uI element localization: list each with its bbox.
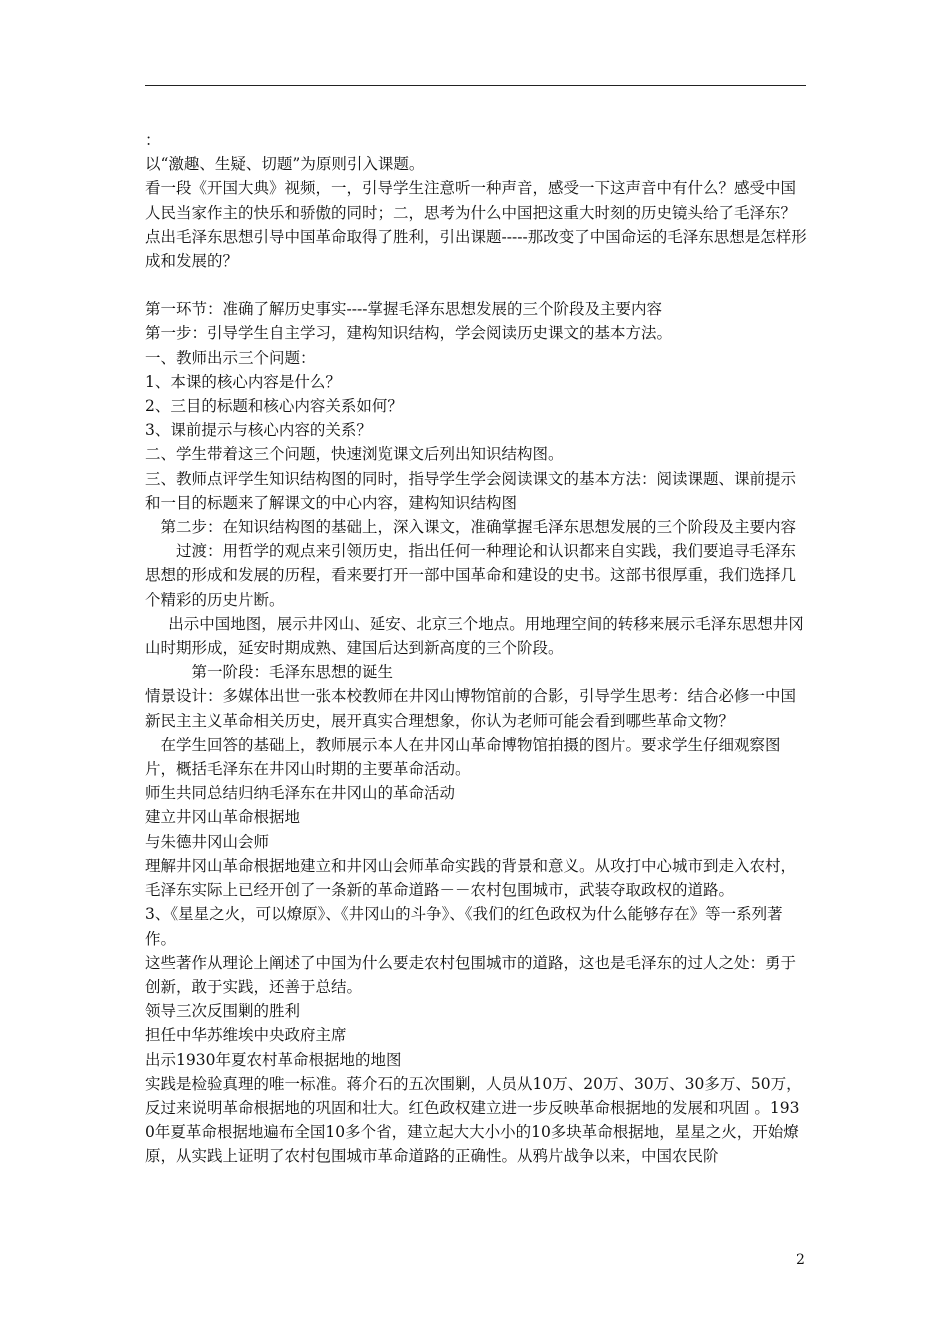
paragraph: 第二步：在知识结构图的基础上，深入课文，准确掌握毛泽东思想发展的三个阶段及主要内容 <box>160 518 797 537</box>
paragraph: 实践是检验真理的唯一标准。蒋介石的五次围剿，人员从10万、20万、30万、30多万、50万，反过来说明革命根据地的巩固和壮大。红色政权建立进一步反映革命根据地的发展和巩固 。1930年夏革命根据地遍布全国10多个省，建立起大大小小的10多块革命根据地，星星之火，开始燎原，从实践上证明了农村包围城市革命道路的正确性。从鸦片战争以来，中国农民阶 <box>145 1074 802 1166</box>
list-item: 与朱德井冈山会师 <box>145 832 270 851</box>
paragraph: 理解井冈山革命根据地建立和井冈山会师革命实践的背景和意义。从攻打中心城市到走入农村，毛泽东实际上已经开创了一条新的革命道路－－农村包围城市，武装夺取政权的道路。 <box>145 856 797 900</box>
paragraph: 出示中国地图，展示井冈山、延安、北京三个地点。用地理空间的转移来展示毛泽东思想井冈山时期形成，延安时期成熟、建国后达到新高度的三个阶段。 <box>145 614 804 658</box>
paragraph-gap <box>145 273 809 297</box>
paragraph: 师生共同总结归纳毛泽东在井冈山的革命活动 <box>145 784 456 803</box>
paragraph: 三、教师点评学生知识结构图的同时，指导学生学会阅读课文的基本方法：阅读课题、课前提示和一目的标题来了解课文的中心内容，建构知识结构图 <box>145 469 797 512</box>
paragraph: 情景设计：多媒体出世一张本校教师在井冈山博物馆前的合影，引导学生思考：结合必修一中国新民主主义革命相关历史，展开真实合理想象，你认为老师可能会看到哪些革命文物？ <box>145 687 797 730</box>
header-rule <box>145 85 806 86</box>
list-item: 2、三目的标题和核心内容关系如何？ <box>145 397 403 416</box>
paragraph: 第一步：引导学生自主学习，建构知识结构，学会阅读历史课文的基本方法。 <box>145 324 673 343</box>
document-body <box>145 128 809 1169</box>
list-item: 领导三次反围剿的胜利 <box>145 1002 301 1021</box>
paragraph: 以“激趣、生疑、切题”为原则引入课题。 <box>145 155 425 174</box>
paragraph: 这些著作从理论上阐述了中国为什么要走农村包围城市的道路，这也是毛泽东的过人之处：勇于创新，敢于实践，还善于总结。 <box>145 953 797 996</box>
paragraph: ： <box>145 131 161 149</box>
paragraph: 过渡：用哲学的观点来引领历史，指出任何一种理论和认识都来自实践，我们要追寻毛泽东思想的形成和发展的历程，看来要打开一部中国革命和建设的史书。这部书很厚重，我们选择几个精彩的历史片断。 <box>145 542 797 609</box>
paragraph: 看一段《开国大典》视频，一，引导学生注意听一种声音，感受一下这声音中有什么？感受中国人民当家作主的快乐和骄傲的同时；二，思考为什么中国把这重大时刻的历史镜头给了毛泽东？点出毛泽东思想引导中国革命取得了胜利，引出课题-----那改变了中国命运的毛泽东思想是怎样形成和发展的？ <box>145 179 807 271</box>
list-item: 担任中华苏维埃中央政府主席 <box>145 1026 347 1045</box>
list-item: 建立井冈山革命根据地 <box>145 808 301 827</box>
paragraph: 3、《星星之火，可以燎原》、《井冈山的斗争》、《我们的红色政权为什么能够存在》等一系列著作。 <box>145 905 783 948</box>
paragraph: 在学生回答的基础上，教师展示本人在井冈山革命博物馆拍摄的图片。要求学生仔细观察图片，概括毛泽东在井冈山时期的主要革命活动。 <box>145 735 781 779</box>
paragraph: 二、学生带着这三个问题，快速浏览课文后列出知识结构图。 <box>145 445 564 464</box>
list-item: 3、课前提示与核心内容的关系？ <box>145 421 372 440</box>
section-heading: 第一环节：准确了解历史事实----掌握毛泽东思想发展的三个阶段及主要内容 <box>145 300 662 319</box>
paragraph: 一、教师出示三个问题： <box>145 348 316 367</box>
paragraph: 出示1930年夏农村革命根据地的地图 <box>145 1050 402 1069</box>
page-number: 2 <box>796 1252 805 1268</box>
list-item: 1、本课的核心内容是什么？ <box>145 372 341 391</box>
section-heading: 第一阶段：毛泽东思想的诞生 <box>191 663 394 682</box>
